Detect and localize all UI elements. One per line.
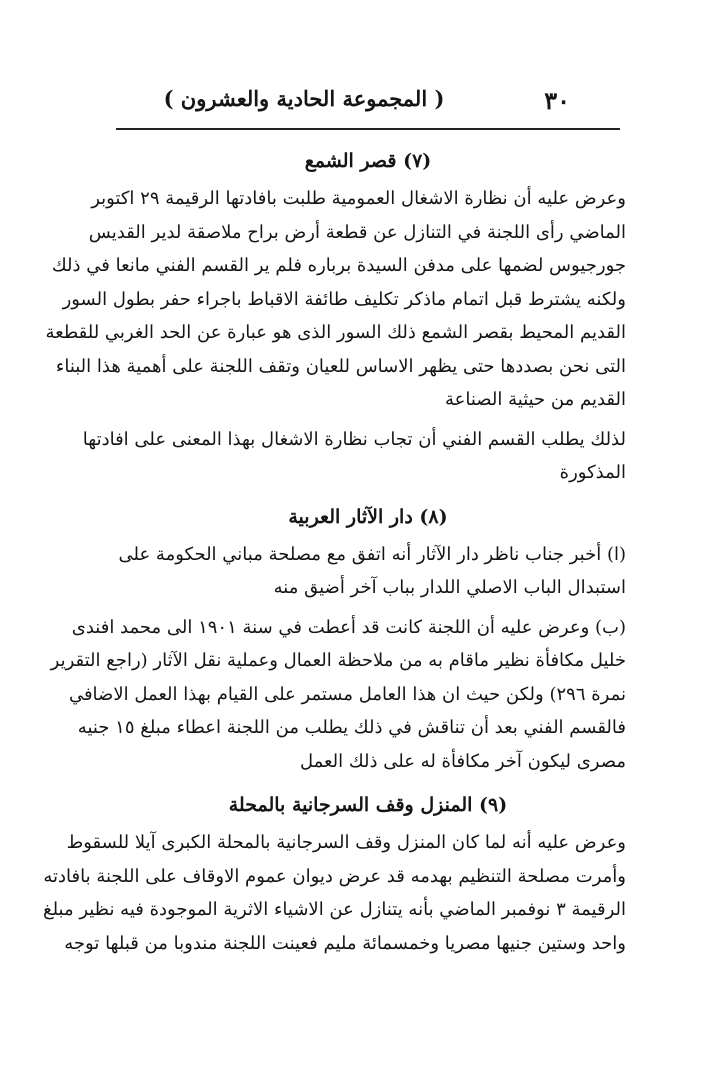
text-line: (ا) أخبر جناب ناظر دار الآثار أنه اتفق مع مصلحة مباني الحكومة على [118,543,626,565]
text-line: واحد وستين جنيها مصريا وخمسمائة مليم فعينت اللجنة مندوبا من قبلها توجه [64,932,626,954]
paragraph [82,423,626,490]
text-line: خليل مكافأة نظير ماقام به من ملاحظة العمال وعملية نقل الآثار (راجع التقرير [50,650,626,671]
running-head [118,86,570,126]
text-line: ولكنه يشترط قبل اتمام ماذكر تكليف طائفة الاقباط باجراء حفر بطول السور [62,288,626,310]
text-line: القديم المحيط بقصر الشمع ذلك السور الذى هو عبارة عن الحد الغربي للقطعة [45,322,626,343]
text-line: (ب) وعرض عليه أن اللجنة كانت قد أعطت في سنة ١٩٠١ الى محمد افندى [71,616,626,638]
text-line: لذلك يطلب القسم الفني أن تجاب نظارة الاشغال بهذا المعنى على افادتها [82,428,626,450]
section-heading: (٨) دار الآثار العربية [288,505,448,528]
text-line: نمرة ٢٩٦) ولكن حيث ان هذا العامل مستمر على القيام بهذا العمل الاضافي [68,683,626,705]
text-line: التى نحن بصددها حتى يظهر الاساس للعيان وتقف اللجنة على أهمية هذا البناء [55,355,626,377]
text-line: جورجيوس لضمها على مدفن السيدة برباره فلم ير القسم الفني مانعا في ذلك [51,255,626,276]
paragraph-gap [110,960,626,966]
text-line: وأمرت مصلحة التنظيم بهدمه قد عرض ديوان عموم الاوقاف على اللجنة بافادته [43,865,626,887]
paragraph [110,538,626,605]
section-heading: (٩) المنزل وقف السرجانية بالمحلة [228,794,508,816]
section-heading: (٧) قصر الشمع [304,150,432,172]
text-line: الرقيمة ٣ نوفمبر الماضي بأنه يتنازل عن الاشياء الاثرية الموجودة فيه نظير مبلغ [42,899,626,920]
text-line: المذكورة [559,462,626,483]
text-line: فالقسم الفني بعد أن تناقش في ذلك يطلب من اللجنة اعطاء مبلغ ١٥ جنيه [77,717,626,738]
text-line: وعرض عليه أنه لما كان المنزل وقف السرجانية بالمحلة الكبرى آيلا للسقوط [66,832,626,853]
header-rule [116,128,620,130]
text-line: مصرى ليكون آخر مكافأة له على ذلك العمل [299,750,626,772]
document-body [42,140,626,966]
paragraph [42,826,626,960]
text-line: الماضي رأى اللجنة في التنازل عن قطعة أرض براح ملاصقة لدير القديس [88,221,626,243]
text-line: القديم من حيثية الصناعة [444,389,626,410]
page-number: ٣٠ [544,86,570,115]
running-title: ( المجموعة الحادية والعشرون ) [163,86,445,111]
text-line: وعرض عليه أن نظارة الاشغال العمومية طلبت بافادتها الرقيمة ٢٩ اكتوبر [91,188,626,209]
paragraph [45,182,626,417]
text-line: استبدال الباب الاصلي اللدار بباب آخر أضيق منه [273,577,626,598]
paragraph [50,611,626,779]
